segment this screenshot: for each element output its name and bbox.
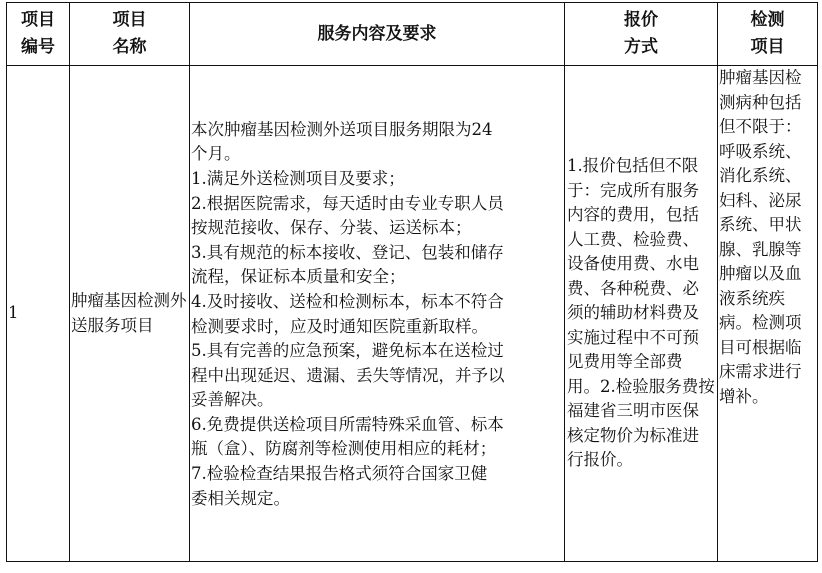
service-content [190, 66, 565, 562]
service-line: 1.满足外送检测项目及要求； [191, 168, 405, 188]
quote-method: 1.报价包括但不限于：完成所有服务内容的费用，包括人工费、检验费、设备使用费、水电费、各种税费、必须的辅助材料费及实施过程中不可预见费用等全部费用。2.检验服务费按福建省三明市医保核定物价为标准进行报价。 [565, 66, 718, 562]
table-row [7, 66, 818, 562]
header-service: 服务内容及要求 [190, 3, 565, 66]
service-line: 流程，保证标本质量和安全； [191, 267, 406, 287]
service-line: 委相关规定。 [191, 488, 290, 508]
item-number: 1 [7, 66, 70, 562]
header-item-name: 项目 名称 [70, 3, 190, 66]
service-line: 妥善解决。 [191, 390, 274, 410]
service-requirements-table [6, 2, 818, 562]
service-line: 6.免费提供送检项目所需特殊采血管、标本 [191, 414, 504, 434]
service-line: 3.具有规范的标本接收、登记、包装和储存 [191, 242, 504, 262]
service-line: 5.具有完善的应急预案，避免标本在送检过 [191, 341, 504, 361]
header-item-no: 项目 编号 [7, 3, 70, 66]
service-line: 7.检验检查结果报告格式须符合国家卫健 [191, 464, 488, 484]
item-name: 肿瘤基因检测外送服务项目 [70, 66, 190, 562]
test-items: 肿瘤基因检测病种包括但不限于：呼吸系统、消化系统、妇科、泌尿系统、甲状腺、乳腺等肿瘤以及血液系统疾病。检测项目可根据临床需求进行增补。 [718, 66, 818, 562]
service-line: 4.及时接收、送检和检测标本，标本不符合 [191, 291, 504, 311]
service-line: 瓶（盒）、防腐剂等检测使用相应的耗材； [191, 439, 497, 459]
service-line: 2.根据医院需求，每天适时由专业专职人员 [191, 193, 504, 213]
service-line: 个月。 [191, 144, 241, 164]
service-line: 检测要求时，应及时通知医院重新取样。 [191, 316, 488, 336]
header-quote-method: 报价 方式 [565, 3, 718, 66]
service-line: 本次肿瘤基因检测外送项目服务期限为24 [191, 119, 493, 139]
header-test-items: 检测 项目 [718, 3, 818, 66]
service-line: 程中出现延迟、遗漏、丢失等情况，并予以 [191, 365, 505, 385]
header-row [7, 3, 818, 66]
service-line: 按规范接收、保存、分装、运送标本； [191, 218, 472, 238]
